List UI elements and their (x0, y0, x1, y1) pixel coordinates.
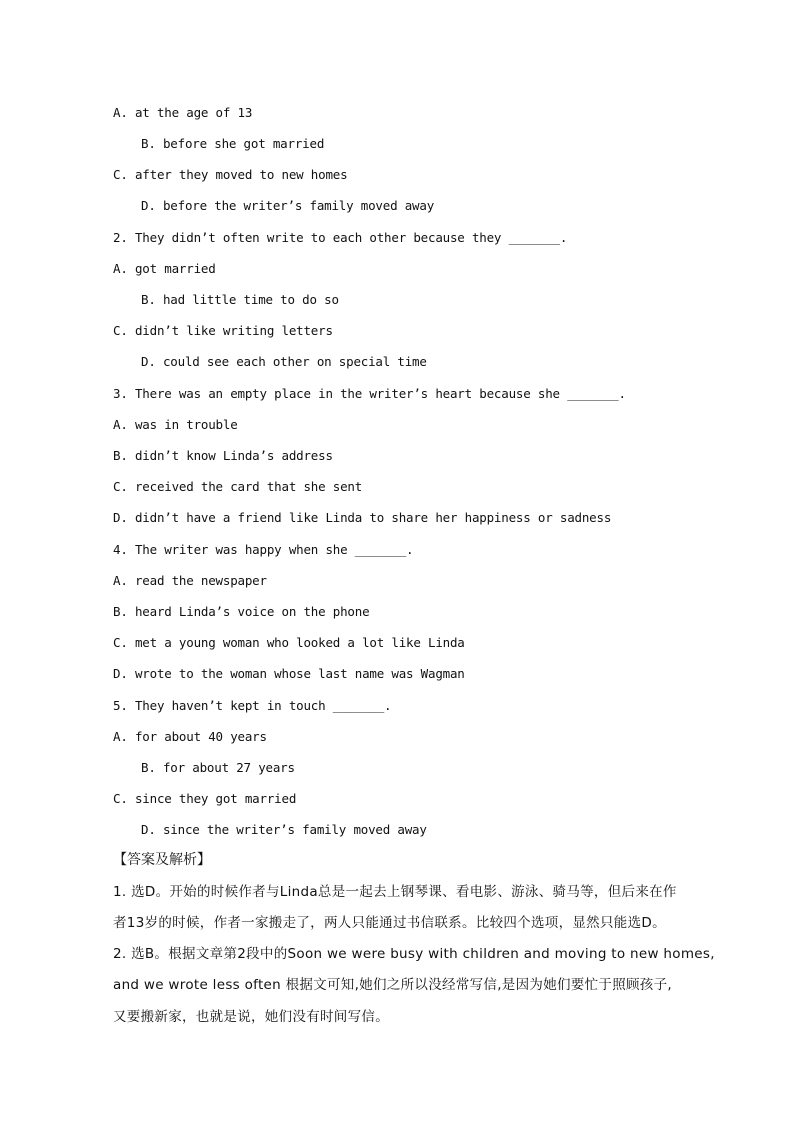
q3-option-a: A. was in trouble (113, 417, 238, 432)
q1-option-d: D. before the writer’s family moved away (141, 198, 435, 213)
q5-option-b: B. for about 27 years (141, 760, 295, 775)
q2-option-c: C. didn’t like writing letters (113, 323, 333, 338)
q2-option-b: B. had little time to do so (141, 292, 339, 307)
q3-option-d: D. didn’t have a friend like Linda to share her happiness or sadness (113, 510, 612, 525)
q3-option-c: C. received the card that she sent (113, 479, 363, 494)
q2-stem: 2. They didn’t often write to each other because they _______. (113, 230, 568, 245)
q5-option-d: D. since the writer’s family moved away (141, 822, 427, 837)
q2-option-a: A. got married (113, 261, 216, 276)
answer-2-line-2: and we wrote less often 根据文可知,她们之所以没经常写信,是因为她们要忙于照顾孩子, (113, 977, 672, 993)
answer-2-line-3: 又要搬新家，也就是说，她们没有时间写信。 (113, 1009, 389, 1025)
answer-1-line-1: 1. 选D。开始的时候作者与Linda总是一起去上钢琴课、看电影、游泳、骑马等，但后来在作 (113, 884, 677, 900)
answer-1-line-2: 者13岁的时候，作者一家搬走了，两人只能通过书信联系。比较四个选项，显然只能选D。 (113, 915, 666, 931)
q3-option-b: B. didn’t know Linda’s address (113, 448, 333, 463)
q1-option-c: C. after they moved to new homes (113, 167, 348, 182)
q4-option-c: C. met a young woman who looked a lot like Linda (113, 635, 465, 650)
q2-option-d: D. could see each other on special time (141, 354, 427, 369)
q4-option-a: A. read the newspaper (113, 573, 267, 588)
q5-option-a: A. for about 40 years (113, 729, 267, 744)
q3-stem: 3. There was an empty place in the writer’s heart because she _______. (113, 386, 626, 401)
answer-2-line-1: 2. 选B。根据文章第2段中的Soon we were busy with children and moving to new homes, (113, 946, 715, 962)
q4-stem: 4. The writer was happy when she _______. (113, 542, 414, 557)
q1-option-b: B. before she got married (141, 136, 325, 151)
q1-option-a: A. at the age of 13 (113, 105, 253, 120)
q4-option-d: D. wrote to the woman whose last name was Wagman (113, 666, 465, 681)
q5-stem: 5. They haven’t kept in touch _______. (113, 698, 392, 713)
answers-heading: 【答案及解析】 (113, 852, 211, 868)
q5-option-c: C. since they got married (113, 791, 297, 806)
q4-option-b: B. heard Linda’s voice on the phone (113, 604, 370, 619)
